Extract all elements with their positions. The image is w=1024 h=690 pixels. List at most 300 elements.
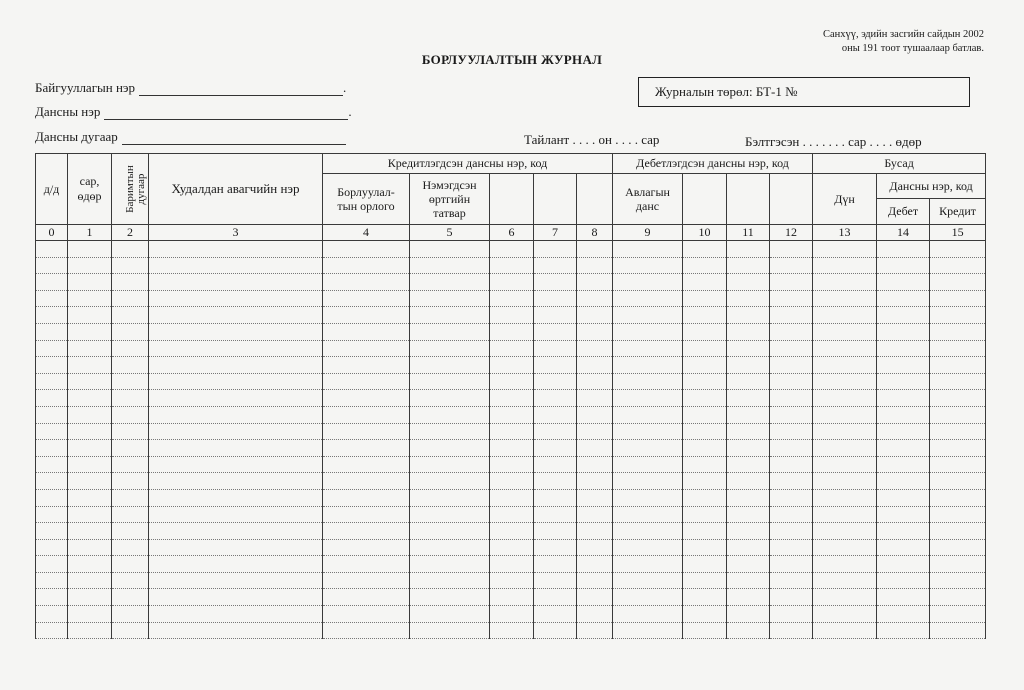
table-cell[interactable]: [577, 241, 613, 258]
table-cell[interactable]: [112, 539, 149, 556]
table-cell[interactable]: [534, 307, 577, 324]
table-cell[interactable]: [36, 506, 68, 523]
table-cell[interactable]: [323, 406, 410, 423]
table-cell[interactable]: [613, 473, 683, 490]
table-cell[interactable]: [683, 539, 727, 556]
table-cell[interactable]: [323, 390, 410, 407]
table-cell[interactable]: [577, 440, 613, 457]
org-name-line[interactable]: [139, 83, 343, 96]
table-cell[interactable]: [36, 572, 68, 589]
table-cell[interactable]: [68, 523, 112, 540]
table-cell[interactable]: [727, 323, 770, 340]
table-cell[interactable]: [930, 423, 986, 440]
table-cell[interactable]: [149, 423, 323, 440]
table-cell[interactable]: [577, 290, 613, 307]
table-cell[interactable]: [534, 556, 577, 573]
table-cell[interactable]: [813, 473, 877, 490]
table-cell[interactable]: [577, 257, 613, 274]
table-cell[interactable]: [727, 307, 770, 324]
table-cell[interactable]: [68, 539, 112, 556]
table-cell[interactable]: [534, 606, 577, 623]
table-cell[interactable]: [112, 473, 149, 490]
table-cell[interactable]: [577, 606, 613, 623]
table-cell[interactable]: [877, 373, 930, 390]
table-cell[interactable]: [877, 423, 930, 440]
table-cell[interactable]: [323, 622, 410, 639]
table-cell[interactable]: [490, 523, 534, 540]
table-cell[interactable]: [930, 539, 986, 556]
table-cell[interactable]: [877, 323, 930, 340]
table-cell[interactable]: [577, 390, 613, 407]
table-cell[interactable]: [577, 622, 613, 639]
table-cell[interactable]: [323, 489, 410, 506]
table-cell[interactable]: [112, 606, 149, 623]
table-cell[interactable]: [149, 506, 323, 523]
table-cell[interactable]: [727, 539, 770, 556]
table-cell[interactable]: [877, 241, 930, 258]
table-cell[interactable]: [727, 456, 770, 473]
account-number-line[interactable]: [122, 132, 346, 145]
table-cell[interactable]: [877, 572, 930, 589]
table-cell[interactable]: [36, 307, 68, 324]
table-cell[interactable]: [112, 572, 149, 589]
table-cell[interactable]: [490, 539, 534, 556]
table-cell[interactable]: [68, 307, 112, 324]
table-cell[interactable]: [36, 257, 68, 274]
table-cell[interactable]: [877, 257, 930, 274]
table-cell[interactable]: [149, 622, 323, 639]
table-cell[interactable]: [323, 589, 410, 606]
table-cell[interactable]: [930, 340, 986, 357]
table-cell[interactable]: [727, 340, 770, 357]
table-cell[interactable]: [534, 473, 577, 490]
table-cell[interactable]: [770, 406, 813, 423]
table-cell[interactable]: [112, 241, 149, 258]
table-cell[interactable]: [930, 456, 986, 473]
table-cell[interactable]: [770, 523, 813, 540]
table-cell[interactable]: [323, 423, 410, 440]
table-cell[interactable]: [112, 489, 149, 506]
table-cell[interactable]: [323, 290, 410, 307]
table-cell[interactable]: [490, 373, 534, 390]
table-cell[interactable]: [930, 307, 986, 324]
table-cell[interactable]: [149, 257, 323, 274]
table-cell[interactable]: [410, 589, 490, 606]
table-cell[interactable]: [613, 456, 683, 473]
table-cell[interactable]: [323, 307, 410, 324]
table-cell[interactable]: [770, 473, 813, 490]
table-cell[interactable]: [149, 373, 323, 390]
table-cell[interactable]: [877, 440, 930, 457]
table-cell[interactable]: [770, 373, 813, 390]
table-cell[interactable]: [877, 390, 930, 407]
table-cell[interactable]: [68, 241, 112, 258]
table-cell[interactable]: [577, 489, 613, 506]
table-cell[interactable]: [149, 456, 323, 473]
table-cell[interactable]: [770, 539, 813, 556]
table-cell[interactable]: [683, 506, 727, 523]
table-cell[interactable]: [727, 390, 770, 407]
table-cell[interactable]: [490, 622, 534, 639]
table-cell[interactable]: [770, 572, 813, 589]
table-cell[interactable]: [577, 539, 613, 556]
table-cell[interactable]: [490, 506, 534, 523]
table-cell[interactable]: [68, 606, 112, 623]
table-cell[interactable]: [534, 373, 577, 390]
table-cell[interactable]: [727, 523, 770, 540]
table-cell[interactable]: [813, 257, 877, 274]
table-cell[interactable]: [683, 606, 727, 623]
table-cell[interactable]: [149, 606, 323, 623]
table-cell[interactable]: [727, 290, 770, 307]
table-cell[interactable]: [577, 323, 613, 340]
table-cell[interactable]: [112, 440, 149, 457]
table-cell[interactable]: [410, 357, 490, 374]
table-cell[interactable]: [534, 274, 577, 291]
table-cell[interactable]: [112, 274, 149, 291]
table-cell[interactable]: [534, 506, 577, 523]
table-cell[interactable]: [770, 556, 813, 573]
table-cell[interactable]: [112, 556, 149, 573]
table-cell[interactable]: [613, 622, 683, 639]
table-cell[interactable]: [534, 357, 577, 374]
table-cell[interactable]: [410, 390, 490, 407]
table-cell[interactable]: [683, 572, 727, 589]
table-cell[interactable]: [930, 323, 986, 340]
table-cell[interactable]: [813, 423, 877, 440]
table-cell[interactable]: [490, 406, 534, 423]
table-cell[interactable]: [68, 572, 112, 589]
table-cell[interactable]: [930, 241, 986, 258]
table-cell[interactable]: [877, 622, 930, 639]
table-cell[interactable]: [930, 473, 986, 490]
table-cell[interactable]: [813, 440, 877, 457]
table-cell[interactable]: [813, 572, 877, 589]
table-cell[interactable]: [112, 423, 149, 440]
table-cell[interactable]: [877, 274, 930, 291]
table-cell[interactable]: [36, 523, 68, 540]
table-cell[interactable]: [727, 506, 770, 523]
table-cell[interactable]: [683, 290, 727, 307]
table-cell[interactable]: [813, 274, 877, 291]
table-cell[interactable]: [68, 340, 112, 357]
table-cell[interactable]: [813, 357, 877, 374]
table-cell[interactable]: [323, 506, 410, 523]
table-cell[interactable]: [930, 406, 986, 423]
table-cell[interactable]: [323, 473, 410, 490]
table-cell[interactable]: [36, 539, 68, 556]
table-cell[interactable]: [727, 572, 770, 589]
table-cell[interactable]: [490, 241, 534, 258]
table-cell[interactable]: [613, 290, 683, 307]
table-cell[interactable]: [68, 556, 112, 573]
table-cell[interactable]: [770, 489, 813, 506]
journal-type-box[interactable]: Журналын төрөл: БТ-1 №: [638, 77, 970, 107]
table-cell[interactable]: [930, 274, 986, 291]
table-cell[interactable]: [813, 622, 877, 639]
table-cell[interactable]: [323, 440, 410, 457]
table-cell[interactable]: [877, 506, 930, 523]
table-cell[interactable]: [727, 489, 770, 506]
table-cell[interactable]: [323, 323, 410, 340]
table-cell[interactable]: [534, 440, 577, 457]
table-cell[interactable]: [490, 274, 534, 291]
table-cell[interactable]: [877, 290, 930, 307]
table-cell[interactable]: [410, 506, 490, 523]
table-cell[interactable]: [410, 489, 490, 506]
table-cell[interactable]: [410, 257, 490, 274]
table-cell[interactable]: [36, 241, 68, 258]
table-cell[interactable]: [490, 572, 534, 589]
table-cell[interactable]: [877, 473, 930, 490]
table-cell[interactable]: [490, 307, 534, 324]
table-cell[interactable]: [36, 340, 68, 357]
table-cell[interactable]: [613, 589, 683, 606]
table-cell[interactable]: [727, 440, 770, 457]
table-cell[interactable]: [613, 390, 683, 407]
table-cell[interactable]: [534, 241, 577, 258]
table-cell[interactable]: [770, 506, 813, 523]
table-cell[interactable]: [727, 274, 770, 291]
table-cell[interactable]: [930, 572, 986, 589]
table-cell[interactable]: [68, 506, 112, 523]
table-cell[interactable]: [613, 489, 683, 506]
table-cell[interactable]: [613, 307, 683, 324]
table-cell[interactable]: [410, 241, 490, 258]
table-cell[interactable]: [877, 307, 930, 324]
table-cell[interactable]: [490, 589, 534, 606]
table-cell[interactable]: [36, 373, 68, 390]
table-cell[interactable]: [490, 357, 534, 374]
table-cell[interactable]: [770, 257, 813, 274]
table-cell[interactable]: [770, 241, 813, 258]
table-cell[interactable]: [683, 307, 727, 324]
table-cell[interactable]: [112, 357, 149, 374]
table-cell[interactable]: [683, 373, 727, 390]
table-cell[interactable]: [577, 473, 613, 490]
table-cell[interactable]: [813, 589, 877, 606]
table-cell[interactable]: [877, 556, 930, 573]
table-cell[interactable]: [68, 589, 112, 606]
table-cell[interactable]: [149, 589, 323, 606]
table-cell[interactable]: [813, 523, 877, 540]
table-cell[interactable]: [36, 556, 68, 573]
table-cell[interactable]: [323, 456, 410, 473]
table-cell[interactable]: [683, 589, 727, 606]
table-cell[interactable]: [36, 357, 68, 374]
table-cell[interactable]: [410, 290, 490, 307]
table-cell[interactable]: [683, 556, 727, 573]
table-cell[interactable]: [683, 274, 727, 291]
table-cell[interactable]: [323, 274, 410, 291]
table-cell[interactable]: [577, 423, 613, 440]
table-cell[interactable]: [770, 456, 813, 473]
table-cell[interactable]: [683, 406, 727, 423]
table-cell[interactable]: [149, 290, 323, 307]
table-cell[interactable]: [149, 572, 323, 589]
table-cell[interactable]: [877, 523, 930, 540]
table-cell[interactable]: [577, 572, 613, 589]
table-cell[interactable]: [613, 241, 683, 258]
table-cell[interactable]: [534, 523, 577, 540]
table-cell[interactable]: [112, 390, 149, 407]
table-cell[interactable]: [410, 340, 490, 357]
table-cell[interactable]: [112, 589, 149, 606]
table-cell[interactable]: [36, 456, 68, 473]
table-cell[interactable]: [877, 406, 930, 423]
table-cell[interactable]: [149, 241, 323, 258]
table-cell[interactable]: [534, 589, 577, 606]
table-cell[interactable]: [813, 390, 877, 407]
table-cell[interactable]: [770, 606, 813, 623]
table-cell[interactable]: [613, 340, 683, 357]
table-cell[interactable]: [36, 473, 68, 490]
table-cell[interactable]: [149, 406, 323, 423]
table-cell[interactable]: [930, 622, 986, 639]
table-cell[interactable]: [68, 290, 112, 307]
table-cell[interactable]: [36, 323, 68, 340]
table-cell[interactable]: [813, 606, 877, 623]
table-cell[interactable]: [770, 622, 813, 639]
table-cell[interactable]: [770, 440, 813, 457]
table-cell[interactable]: [112, 456, 149, 473]
table-cell[interactable]: [683, 241, 727, 258]
table-cell[interactable]: [930, 506, 986, 523]
table-cell[interactable]: [813, 307, 877, 324]
table-cell[interactable]: [813, 373, 877, 390]
table-cell[interactable]: [813, 241, 877, 258]
table-cell[interactable]: [770, 274, 813, 291]
table-cell[interactable]: [813, 456, 877, 473]
table-cell[interactable]: [490, 290, 534, 307]
table-cell[interactable]: [112, 290, 149, 307]
table-cell[interactable]: [149, 274, 323, 291]
table-cell[interactable]: [683, 423, 727, 440]
table-cell[interactable]: [323, 539, 410, 556]
table-cell[interactable]: [813, 506, 877, 523]
table-cell[interactable]: [323, 373, 410, 390]
table-cell[interactable]: [683, 323, 727, 340]
table-cell[interactable]: [68, 622, 112, 639]
table-cell[interactable]: [149, 489, 323, 506]
table-cell[interactable]: [613, 506, 683, 523]
table-cell[interactable]: [770, 423, 813, 440]
table-cell[interactable]: [36, 406, 68, 423]
table-cell[interactable]: [930, 290, 986, 307]
table-cell[interactable]: [410, 373, 490, 390]
table-cell[interactable]: [149, 539, 323, 556]
table-cell[interactable]: [577, 357, 613, 374]
table-cell[interactable]: [770, 357, 813, 374]
table-cell[interactable]: [930, 373, 986, 390]
table-cell[interactable]: [577, 506, 613, 523]
table-cell[interactable]: [577, 373, 613, 390]
table-cell[interactable]: [149, 357, 323, 374]
table-cell[interactable]: [323, 556, 410, 573]
table-cell[interactable]: [534, 622, 577, 639]
table-cell[interactable]: [410, 323, 490, 340]
table-cell[interactable]: [930, 357, 986, 374]
table-cell[interactable]: [410, 539, 490, 556]
table-cell[interactable]: [112, 406, 149, 423]
account-name-line[interactable]: [104, 107, 348, 120]
table-cell[interactable]: [683, 440, 727, 457]
table-cell[interactable]: [877, 589, 930, 606]
table-cell[interactable]: [727, 606, 770, 623]
table-cell[interactable]: [770, 390, 813, 407]
table-cell[interactable]: [149, 323, 323, 340]
table-cell[interactable]: [813, 489, 877, 506]
table-cell[interactable]: [683, 357, 727, 374]
table-cell[interactable]: [613, 523, 683, 540]
table-cell[interactable]: [727, 423, 770, 440]
table-cell[interactable]: [68, 323, 112, 340]
table-cell[interactable]: [534, 290, 577, 307]
table-cell[interactable]: [813, 556, 877, 573]
table-cell[interactable]: [613, 257, 683, 274]
table-cell[interactable]: [683, 622, 727, 639]
table-cell[interactable]: [683, 390, 727, 407]
table-cell[interactable]: [410, 572, 490, 589]
table-cell[interactable]: [613, 539, 683, 556]
table-cell[interactable]: [813, 539, 877, 556]
table-cell[interactable]: [770, 290, 813, 307]
table-cell[interactable]: [727, 357, 770, 374]
table-cell[interactable]: [534, 323, 577, 340]
table-cell[interactable]: [727, 373, 770, 390]
table-cell[interactable]: [112, 307, 149, 324]
table-cell[interactable]: [877, 489, 930, 506]
table-cell[interactable]: [490, 257, 534, 274]
table-cell[interactable]: [410, 523, 490, 540]
table-cell[interactable]: [613, 406, 683, 423]
table-cell[interactable]: [410, 473, 490, 490]
table-cell[interactable]: [490, 473, 534, 490]
table-cell[interactable]: [683, 489, 727, 506]
table-cell[interactable]: [813, 340, 877, 357]
table-cell[interactable]: [683, 473, 727, 490]
table-cell[interactable]: [323, 257, 410, 274]
table-cell[interactable]: [770, 323, 813, 340]
table-cell[interactable]: [727, 241, 770, 258]
table-cell[interactable]: [323, 340, 410, 357]
table-cell[interactable]: [534, 489, 577, 506]
table-cell[interactable]: [68, 456, 112, 473]
table-cell[interactable]: [68, 390, 112, 407]
table-cell[interactable]: [770, 340, 813, 357]
table-cell[interactable]: [68, 274, 112, 291]
table-cell[interactable]: [577, 406, 613, 423]
table-cell[interactable]: [727, 589, 770, 606]
table-cell[interactable]: [577, 589, 613, 606]
table-cell[interactable]: [490, 390, 534, 407]
table-cell[interactable]: [112, 373, 149, 390]
table-cell[interactable]: [410, 456, 490, 473]
table-cell[interactable]: [323, 241, 410, 258]
table-cell[interactable]: [613, 357, 683, 374]
table-cell[interactable]: [36, 589, 68, 606]
table-cell[interactable]: [877, 606, 930, 623]
table-cell[interactable]: [577, 556, 613, 573]
table-cell[interactable]: [683, 523, 727, 540]
table-cell[interactable]: [410, 423, 490, 440]
table-cell[interactable]: [930, 589, 986, 606]
table-cell[interactable]: [410, 274, 490, 291]
table-cell[interactable]: [930, 257, 986, 274]
table-cell[interactable]: [410, 440, 490, 457]
table-cell[interactable]: [577, 307, 613, 324]
table-cell[interactable]: [36, 440, 68, 457]
